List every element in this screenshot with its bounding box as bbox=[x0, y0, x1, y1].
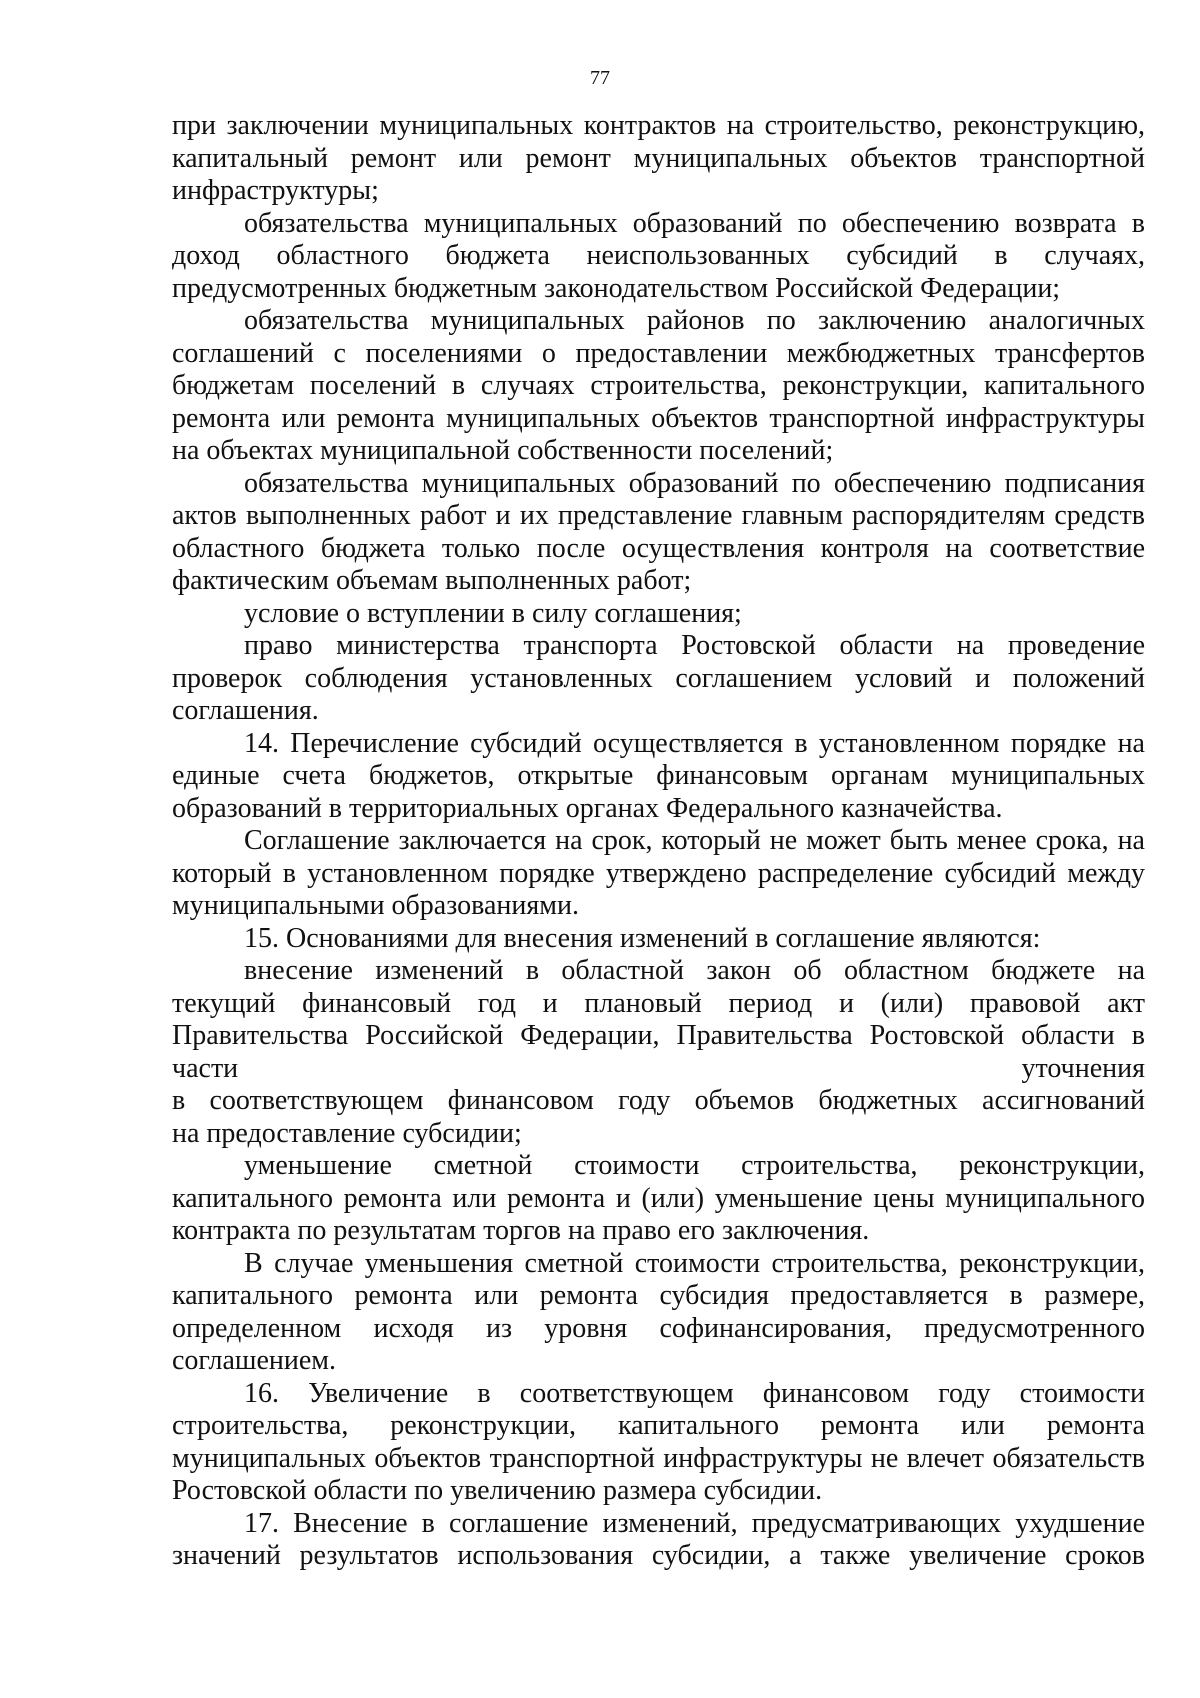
text-line: части уточнения bbox=[172, 1052, 1145, 1084]
text-line: Правительства Российской Федерации, Правительства Ростовской области в bbox=[172, 1020, 1145, 1051]
paragraph: 16. Увеличение в соответствующем финансовом году стоимости строительства, реконструкции, капитального ремонта или ремонта муниципальных объектов транспортной инфраструктуры не влечет обязательств Ростовской области по увеличению размера субсидии. bbox=[172, 1377, 1145, 1506]
paragraph: обязательства муниципальных образований по обеспечению возврата в доход областного бюджета неиспользованных субсидий в случаях, предусмотренных бюджетным законодательством Российской Федерации; bbox=[172, 207, 1145, 304]
paragraph: уменьшение сметной стоимости строительства, реконструкции, капитального ремонта или ремонта и (или) уменьшение цены муниципального контракта по результатам торгов на право его заключения. bbox=[172, 1150, 1145, 1246]
text-line: текущий финансовый год и плановый период и (или) правовой акт bbox=[172, 987, 1145, 1019]
text-line: внесение изменений в областной закон об областном бюджете на bbox=[244, 955, 1145, 986]
paragraph: право министерства транспорта Ростовской области на проведение проверок соблюдения установленных соглашением условий и положений соглашения. bbox=[172, 630, 1145, 726]
paragraph-amendment-grounds bbox=[172, 955, 1145, 1150]
paragraph: обязательства муниципальных образований по обеспечению подписания актов выполненных работ и их представление главным распорядителям средств областного бюджета только после осуществления контроля на соответствие фактическим объемам выполненных работ; bbox=[172, 467, 1145, 596]
text-line: в соответствующем финансовом году объемов бюджетных ассигнований bbox=[172, 1085, 1145, 1116]
paragraph: В случае уменьшения сметной стоимости строительства, реконструкции, капитального ремонта или ремонта субсидия предоставляется в размере, определенном исходя из уровня софинансирования, предусмотренного соглашением. bbox=[172, 1247, 1145, 1376]
paragraph: Соглашение заключается на срок, который не может быть менее срока, на который в установленном порядке утверждено распределение субсидий между муниципальными образованиями. bbox=[172, 825, 1145, 921]
paragraph: 15. Основаниями для внесения изменений в соглашение являются: bbox=[244, 922, 1041, 954]
paragraph: 17. Внесение в соглашение изменений, предусматривающих ухудшение значений результатов использования субсидии, а также увеличение сроков bbox=[172, 1507, 1145, 1571]
paragraph: при заключении муниципальных контрактов на строительство, реконструкцию, капитальный ремонт или ремонт муниципальных объектов транспортной инфраструктуры; bbox=[172, 110, 1145, 206]
document-body bbox=[172, 110, 1145, 1573]
paragraph: обязательства муниципальных районов по заключению аналогичных соглашений с поселениями о предоставлении межбюджетных трансфертов бюджетам поселений в случаях строительства, реконструкции, капитального ремонта или ремонта муниципальных объектов транспортной инфраструктуры на объектах муниципальной собственности поселений; bbox=[172, 305, 1145, 466]
text-line: на предоставление субсидии; bbox=[172, 1117, 522, 1149]
paragraph: 14. Перечисление субсидий осуществляется в установленном порядке на единые счета бюджетов, открытые финансовым органам муниципальных образований в территориальных органах Федерального казначейства. bbox=[172, 727, 1145, 824]
page-number: 77 bbox=[590, 67, 610, 89]
paragraph: условие о вступлении в силу соглашения; bbox=[244, 597, 742, 629]
